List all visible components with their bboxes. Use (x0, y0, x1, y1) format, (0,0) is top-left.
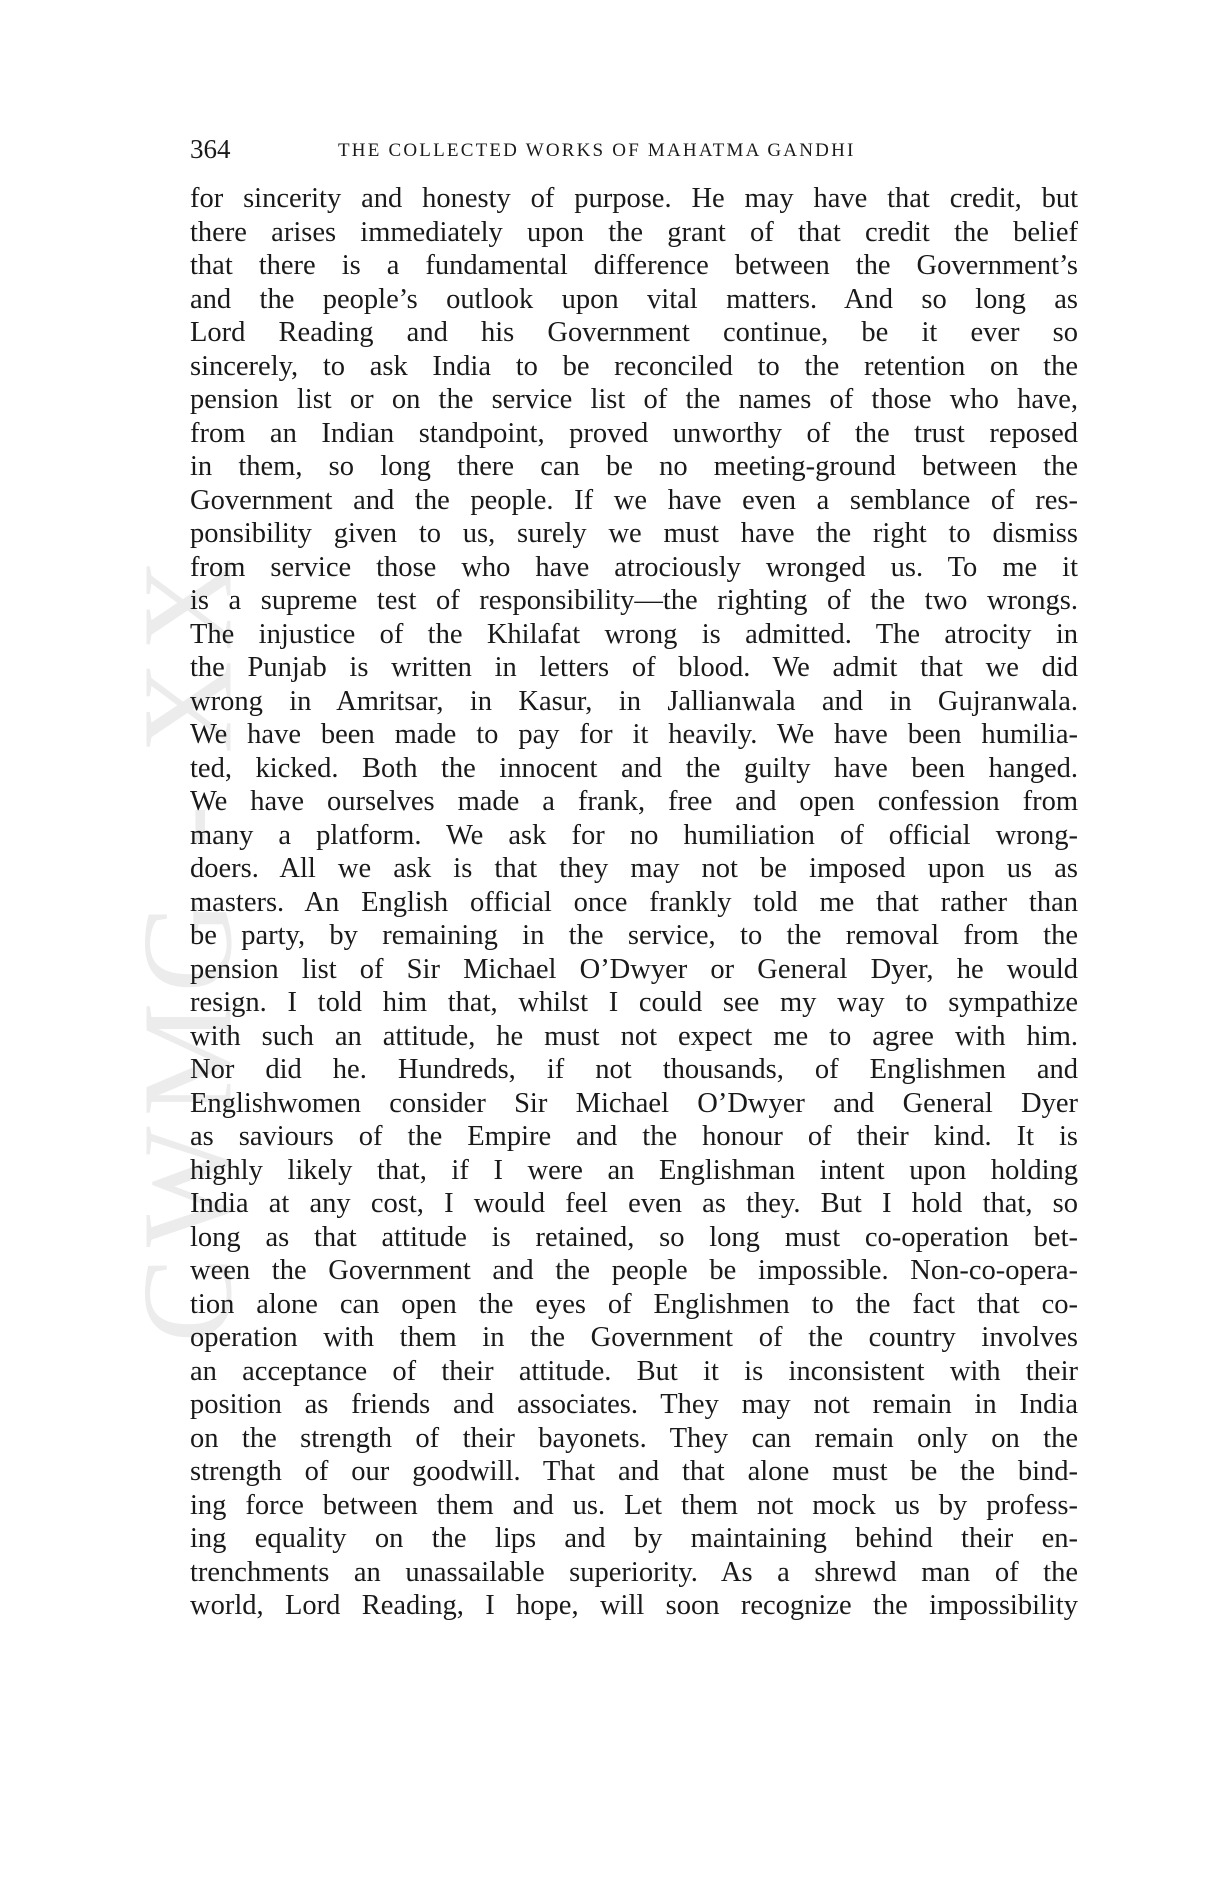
text-line: be party, by remaining in the service, to the removal from the (190, 920, 1078, 951)
text-line: trenchments an unassailable superiority. As a shrewd man of the (190, 1556, 1078, 1588)
text-line: Nor did he. Hundreds, if not thousands, of Englishmen and (190, 1054, 1078, 1085)
text-line: for sincerity and honesty of purpose. He may have that credit, but (190, 183, 1078, 214)
text-line: tion alone can open the eyes of Englishmen to the fact that co- (190, 1288, 1078, 1320)
text-line: that there is a fundamental difference between the Government’s (190, 250, 1078, 281)
text-line: ted, kicked. Both the innocent and the guilty have been hanged. (190, 752, 1078, 784)
text-line: operation with them in the Government of the country involves (190, 1322, 1078, 1353)
text-line: from an Indian standpoint, proved unworthy of the trust reposed (190, 417, 1078, 449)
text-line: resign. I told him that, whilst I could see my way to sympathize (190, 987, 1078, 1018)
page-number: 364 (190, 134, 231, 164)
text-line: ing equality on the lips and by maintaining behind their en- (190, 1523, 1078, 1554)
text-line: pension list or on the service list of the names of those who have, (190, 384, 1078, 415)
text-line: on the strength of their bayonets. They can remain only on the (190, 1422, 1078, 1454)
text-line: position as friends and associates. They may not remain in India (190, 1389, 1078, 1420)
text-line: the Punjab is written in letters of blood. We admit that we did (190, 652, 1078, 683)
text-line: pension list of Sir Michael O’Dwyer or General Dyer, he would (190, 953, 1078, 985)
text-line: strength of our goodwill. That and that alone must be the bind- (190, 1456, 1078, 1487)
text-line: ponsibility given to us, surely we must have the right to dismiss (190, 518, 1078, 549)
text-line: We have been made to pay for it heavily. We have been humilia- (190, 719, 1078, 750)
body-text (190, 182, 1078, 1623)
text-line: and the people’s outlook upon vital matters. And so long as (190, 283, 1078, 315)
text-line: Lord Reading and his Government continue, be it ever so (190, 317, 1078, 348)
text-line: an acceptance of their attitude. But it is inconsistent with their (190, 1355, 1078, 1387)
text-line: Government and the people. If we have even a semblance of res- (190, 484, 1078, 516)
text-line: India at any cost, I would feel even as they. But I hold that, so (190, 1188, 1078, 1219)
text-line: ing force between them and us. Let them not mock us by profess- (190, 1489, 1078, 1521)
text-line: ween the Government and the people be impossible. Non-co-opera- (190, 1255, 1078, 1286)
text-line: The injustice of the Khilafat wrong is admitted. The atrocity in (190, 618, 1078, 650)
text-line: Englishwomen consider Sir Michael O’Dwyer and General Dyer (190, 1087, 1078, 1119)
text-line: doers. All we ask is that they may not be imposed upon us as (190, 853, 1078, 884)
text-line: We have ourselves made a frank, free and open confession from (190, 786, 1078, 817)
watermark-text: CWMG - XX (116, 548, 259, 1342)
text-line: there arises immediately upon the grant of that credit the belief (190, 216, 1078, 248)
text-line: many a platform. We ask for no humiliation of official wrong- (190, 819, 1078, 851)
text-line: as saviours of the Empire and the honour of their kind. It is (190, 1121, 1078, 1152)
text-line: world, Lord Reading, I hope, will soon recognize the impossibility (190, 1590, 1078, 1621)
text-line: wrong in Amritsar, in Kasur, in Jallianwala and in Gujranwala. (190, 685, 1078, 717)
text-line: long as that attitude is retained, so long must co-operation bet- (190, 1221, 1078, 1253)
running-title: THE COLLECTED WORKS OF MAHATMA GANDHI (338, 140, 856, 161)
text-line: from service those who have atrociously wronged us. To me it (190, 551, 1078, 583)
text-line: with such an attitude, he must not expect me to agree with him. (190, 1020, 1078, 1052)
text-line: sincerely, to ask India to be reconciled to the retention on the (190, 350, 1078, 382)
text-line: is a supreme test of responsibility—the righting of the two wrongs. (190, 585, 1078, 616)
text-line: masters. An English official once frankly told me that rather than (190, 886, 1078, 918)
page-header (190, 132, 1070, 172)
text-line: highly likely that, if I were an Englishman intent upon holding (190, 1154, 1078, 1186)
text-line: in them, so long there can be no meeting-ground between the (190, 451, 1078, 482)
